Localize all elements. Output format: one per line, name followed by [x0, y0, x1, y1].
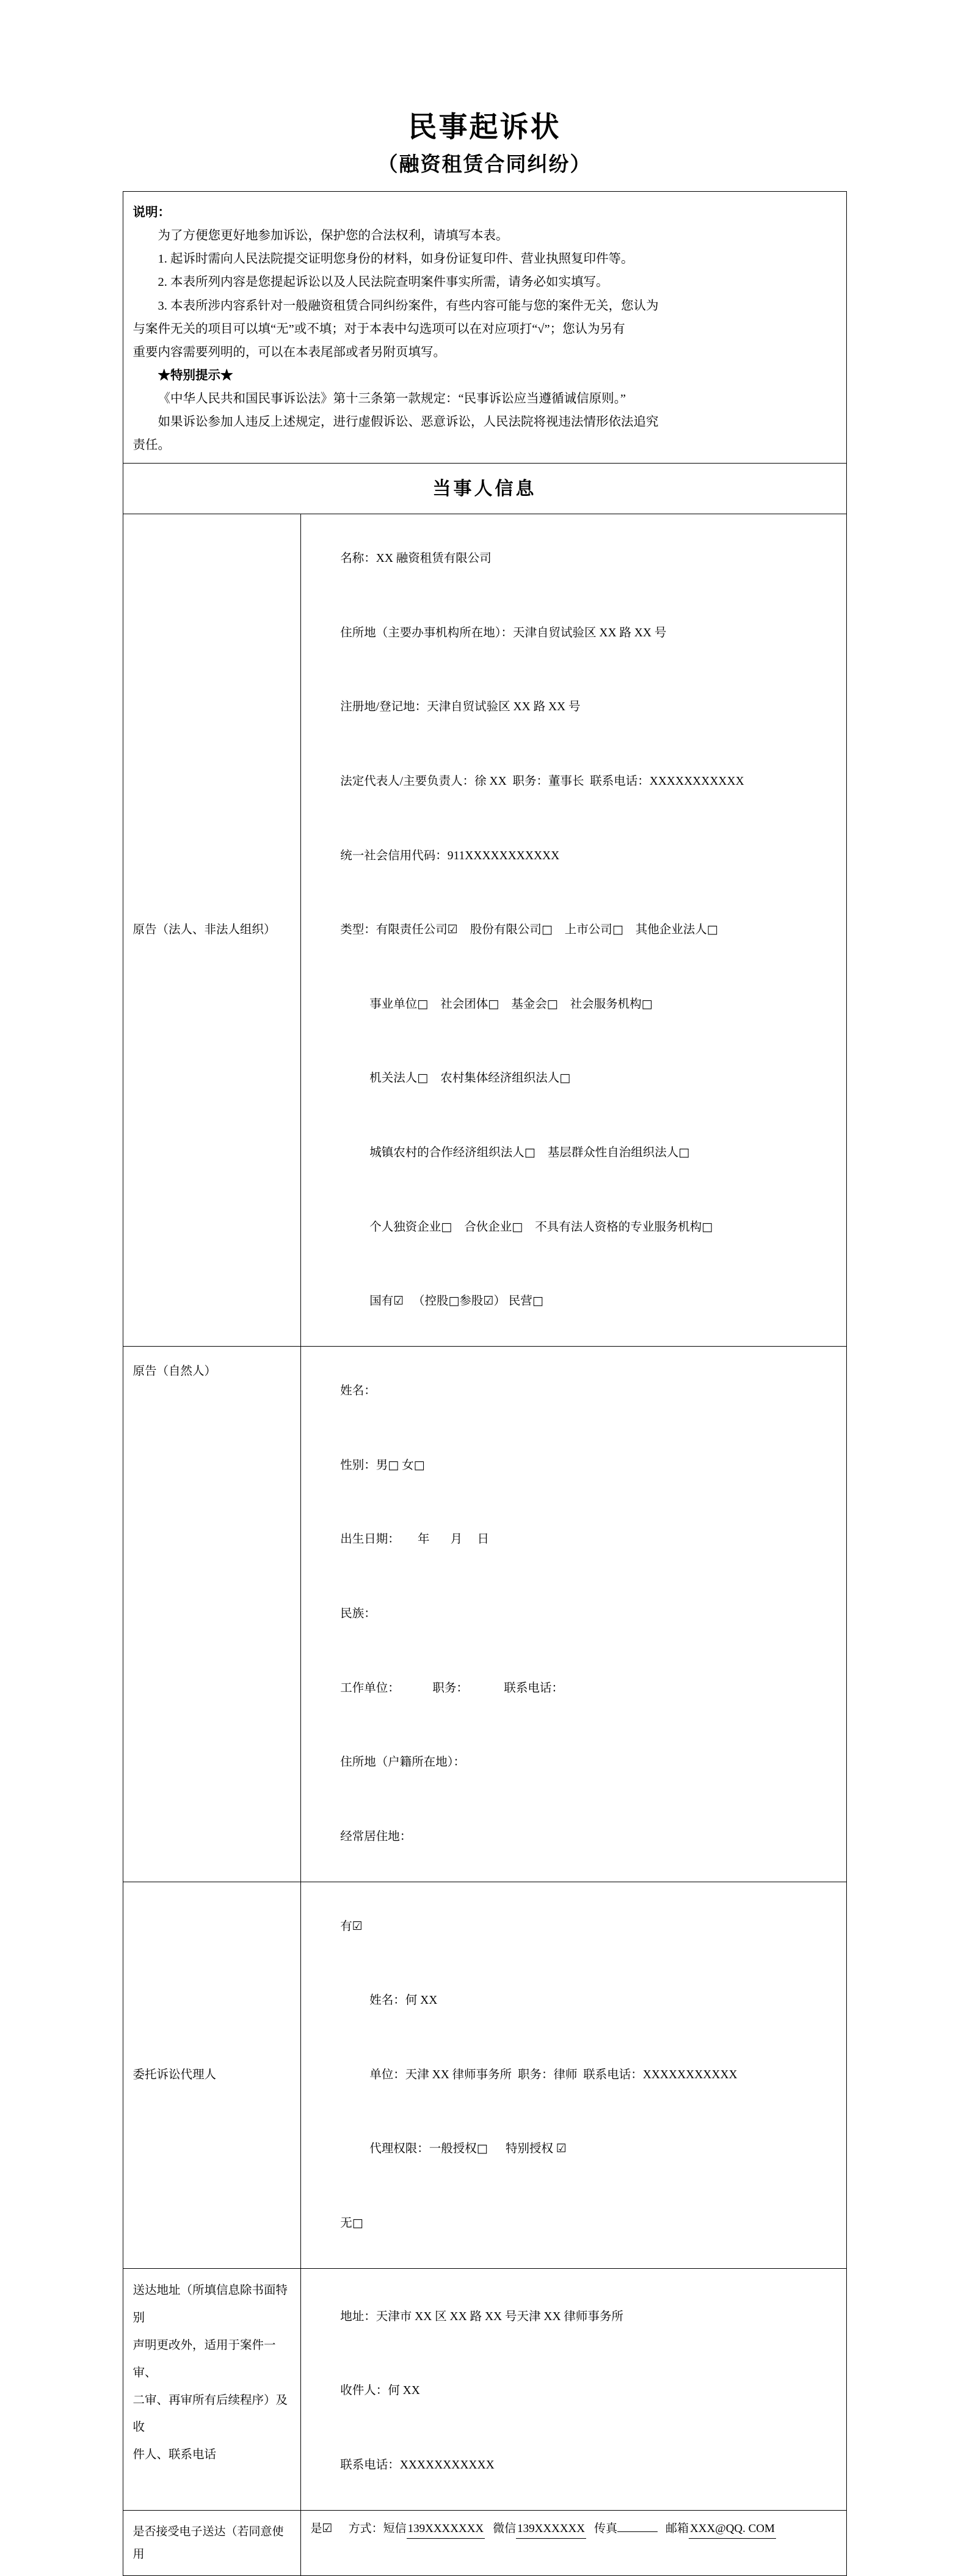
entity-name-label: 名称： — [340, 551, 376, 565]
ownership-paren-open: （ — [412, 1295, 425, 1308]
entity-type-row-4 — [311, 1116, 840, 1191]
checkbox-option-label: 个人独资企业 — [369, 1220, 441, 1234]
checkbox-option-box[interactable]: □ — [702, 1220, 713, 1234]
plaintiff-entity-row — [123, 514, 846, 1346]
document-title: 民事起诉状 — [408, 112, 561, 144]
electronic-service-email-label: 邮箱 — [666, 2522, 689, 2536]
electronic-service-email-value[interactable]: XXX@QQ. COM — [689, 2520, 776, 2539]
agent-unit-line — [311, 2038, 840, 2112]
checkbox-option-label: 合伙企业 — [464, 1220, 512, 1234]
entity-type-row-5 — [311, 1190, 840, 1265]
checkbox-option-label: 其他企业法人 — [635, 923, 707, 937]
electronic-service-fax-value[interactable] — [617, 2531, 658, 2532]
service-address-address-value: 天津市 XX 区 XX 路 XX 号天津 XX 律师事务所 — [376, 2310, 623, 2323]
service-address-phone-value: XXXXXXXXXXX — [399, 2458, 495, 2472]
ownership-holding-label: 控股 — [424, 1295, 449, 1308]
agent-has-label: 有 — [340, 1919, 352, 1933]
entity-position-value: 董事长 — [548, 774, 584, 788]
agent-row — [123, 1882, 846, 2268]
entity-ownership-row — [311, 1265, 840, 1339]
agent-body — [301, 1882, 846, 2268]
checkbox-option-box[interactable]: □ — [417, 1071, 429, 1085]
person-name-label: 姓名： — [340, 1384, 376, 1398]
special-tip: ★特别提示★ — [158, 368, 233, 382]
checkbox-option[interactable] — [565, 923, 623, 936]
entity-domicile-line — [311, 596, 840, 671]
ownership-share-checkbox[interactable]: ☑ — [483, 1294, 494, 1308]
instructions-item-1: 1. 起诉时需向人民法院提交证明您身份的材料，如身份证复印件、营业执照复印件等。 — [158, 252, 634, 266]
checkbox-option[interactable] — [548, 1146, 689, 1159]
checkbox-option-box[interactable]: □ — [559, 1071, 571, 1085]
entity-type-options-2[interactable] — [369, 998, 652, 1011]
person-domicile-line — [311, 1726, 840, 1800]
checkbox-option[interactable] — [369, 998, 428, 1011]
agent-authority-label: 代理权限： — [369, 2142, 429, 2156]
electronic-service-row — [123, 2510, 846, 2575]
service-address-recipient-value: 何 XX — [388, 2384, 420, 2398]
checkbox-option[interactable] — [636, 923, 718, 936]
entity-name-line — [311, 522, 840, 596]
service-address-address-label: 地址： — [340, 2310, 376, 2323]
service-address-label — [123, 2269, 301, 2510]
instructions-item-3-line-1: 3. 本表所涉内容系针对一般融资租赁合同纠纷案件，有些内容可能与您的案件无关，您认为 — [158, 299, 659, 313]
entity-type-row-2 — [311, 967, 840, 1042]
party-section-heading-row — [123, 463, 846, 514]
checkbox-option-box[interactable]: ☑ — [447, 923, 458, 937]
entity-registration-label: 注册地/登记地： — [340, 700, 427, 714]
agent-authority-line — [311, 2112, 840, 2187]
electronic-service-label: 是否接受电子送达（若同意使用 — [123, 2511, 301, 2575]
checkbox-option-box[interactable]: □ — [441, 1220, 452, 1234]
ownership-private-checkbox[interactable]: □ — [532, 1294, 543, 1308]
person-domicile-label: 住所地（户籍所在地）： — [340, 1756, 466, 1769]
checkbox-option-box[interactable]: □ — [524, 1146, 535, 1160]
plaintiff-person-body — [301, 1347, 846, 1881]
person-gender-female-checkbox[interactable]: □ — [413, 1458, 425, 1472]
service-address-label-line-1: 送达地址（所填信息除书面特别 — [132, 2284, 288, 2324]
checkbox-option-box[interactable]: □ — [612, 923, 623, 937]
checkbox-option-label: 事业单位 — [369, 997, 418, 1011]
warning-line-2: 责任。 — [132, 438, 170, 453]
electronic-service-fax-label: 传真 — [594, 2522, 618, 2536]
checkbox-option-label: 城镇农村的合作经济组织法人 — [369, 1146, 524, 1160]
agent-has-checkbox[interactable]: ☑ — [352, 1919, 363, 1933]
instructions-item-3-line-2: 与案件无关的项目可以填“无”或不填；对于本表中勾选项可以在对应项打“√”；您认为另有 — [132, 322, 625, 336]
document-subtitle: （融资租赁合同纠纷） — [377, 154, 592, 176]
agent-none-checkbox[interactable]: □ — [352, 2216, 363, 2230]
checkbox-option-label: 基层群众性自治组织法人 — [547, 1146, 679, 1160]
service-address-recipient-line — [311, 2354, 840, 2429]
service-address-row — [123, 2268, 846, 2510]
agent-none-line — [311, 2187, 840, 2261]
service-address-phone-line — [311, 2428, 840, 2503]
checkbox-option-box[interactable]: □ — [546, 997, 558, 1011]
checkbox-option[interactable] — [464, 1221, 523, 1234]
agent-general-auth-label: 一般授权 — [429, 2142, 477, 2156]
party-section-heading: 当事人信息 — [432, 479, 537, 500]
service-address-body — [301, 2269, 846, 2510]
agent-name-line — [311, 1964, 840, 2039]
service-address-recipient-label: 收件人： — [340, 2384, 388, 2398]
ownership-paren-close: ） — [493, 1295, 506, 1308]
checkbox-option-box[interactable]: □ — [541, 923, 553, 937]
entity-registration-value: 天津自贸试验区 XX 路 XX 号 — [427, 700, 581, 714]
service-address-address-line — [311, 2280, 840, 2354]
instructions-item-3-line-3: 重要内容需要列明的，可以在本表尾部或者另附页填写。 — [132, 345, 446, 359]
checkbox-option-label: 机关法人 — [369, 1072, 418, 1085]
person-residence-label: 经常居住地： — [340, 1830, 412, 1843]
agent-phone-label: 联系电话： — [583, 2068, 643, 2081]
checkbox-option[interactable] — [470, 923, 553, 936]
person-work-unit-label: 工作单位： — [340, 1681, 400, 1695]
agent-unit-label: 单位： — [369, 2068, 405, 2081]
entity-legal-rep-value: 徐 XX — [474, 774, 507, 788]
electronic-service-sms-value[interactable]: 139XXXXXXX — [407, 2520, 485, 2539]
checkbox-option[interactable] — [511, 998, 557, 1011]
person-gender-female-label: 女 — [402, 1458, 414, 1472]
instructions-item-2: 2. 本表所列内容是您提起诉讼以及人民法院查明案件事实所需，请务必如实填写。 — [158, 275, 609, 289]
entity-phone-label: 联系电话： — [590, 774, 650, 788]
entity-position-label: 职务： — [512, 774, 548, 788]
checkbox-option-box[interactable]: □ — [512, 1220, 523, 1234]
checkbox-option[interactable] — [440, 1072, 570, 1085]
plaintiff-entity-label: 原告（法人、非法人组织） — [123, 514, 301, 1346]
agent-position-label: 职务： — [517, 2068, 554, 2081]
service-address-label-line-4: 件人、联系电话 — [132, 2448, 217, 2462]
entity-type-options-1[interactable] — [376, 923, 718, 936]
entity-name-value: XX 融资租赁有限公司 — [376, 551, 492, 565]
person-birth-line — [311, 1503, 840, 1577]
entity-legal-rep-line — [311, 744, 840, 819]
person-gender-male-checkbox[interactable]: □ — [388, 1458, 399, 1472]
agent-name-value: 何 XX — [405, 1994, 438, 2007]
checkbox-option[interactable] — [369, 1221, 452, 1234]
ownership-share-label: 参股 — [459, 1295, 484, 1308]
checkbox-option[interactable] — [369, 1072, 428, 1085]
person-birth-label: 出生日期： — [340, 1533, 400, 1546]
electronic-service-method-label: 方式： — [348, 2522, 383, 2536]
checkbox-option[interactable] — [376, 923, 458, 936]
entity-phone-value: XXXXXXXXXXX — [649, 774, 744, 788]
checkbox-option[interactable] — [570, 998, 653, 1011]
entity-legal-rep-label: 法定代表人/主要负责人： — [340, 774, 475, 788]
entity-credit-code-label: 统一社会信用代码： — [340, 849, 448, 862]
person-residence-line — [311, 1800, 840, 1874]
service-address-label-line-2: 声明更改外，适用于案件一审、 — [132, 2338, 276, 2379]
entity-type-label: 类型： — [340, 923, 376, 937]
plaintiff-person-label: 原告（自然人） — [123, 1347, 301, 1881]
civil-complaint-form — [123, 191, 847, 2576]
warning-line-1: 如果诉讼参加人违反上述规定，进行虚假诉讼、恶意诉讼，人民法院将视违法情形依法追究 — [158, 415, 659, 429]
entity-domicile-label: 住所地（主要办事机构所在地）： — [340, 626, 514, 639]
person-gender-line — [311, 1428, 840, 1503]
checkbox-option-label: 社会服务机构 — [570, 997, 642, 1011]
checkbox-option-label: 不具有法人资格的专业服务机构 — [535, 1220, 702, 1234]
checkbox-option-label: 农村集体经济组织法人 — [440, 1072, 560, 1085]
agent-has-line — [311, 1890, 840, 1964]
checkbox-option-box[interactable]: □ — [706, 923, 718, 937]
electronic-service-body — [301, 2511, 781, 2575]
ownership-state-owned-checkbox[interactable]: ☑ — [393, 1294, 404, 1308]
checkbox-option-box[interactable]: □ — [417, 997, 429, 1011]
entity-credit-code-value: 911XXXXXXXXXXX — [447, 849, 560, 862]
checkbox-option[interactable] — [440, 998, 499, 1011]
entity-credit-code-line — [311, 819, 840, 893]
person-birth-month: 月 — [450, 1533, 463, 1546]
entity-type-options-5[interactable] — [369, 1221, 713, 1234]
entity-type-options-4[interactable] — [369, 1146, 689, 1159]
checkbox-option-label: 股份有限公司 — [470, 923, 542, 937]
person-gender-male-label: 男 — [376, 1458, 388, 1472]
checkbox-option-box[interactable]: □ — [678, 1146, 690, 1160]
agent-none-label: 无 — [340, 2217, 352, 2230]
electronic-service-sms-label: 短信 — [383, 2522, 407, 2536]
agent-phone-value: XXXXXXXXXXX — [642, 2068, 738, 2081]
service-address-label-line-3: 二审、再审所有后续程序）及收 — [132, 2393, 288, 2434]
person-birth-day: 日 — [477, 1533, 490, 1546]
electronic-service-yes-label: 是 — [310, 2522, 322, 2536]
checkbox-option-label: 基金会 — [511, 997, 547, 1011]
checkbox-option-box[interactable]: □ — [488, 997, 499, 1011]
person-gender-label: 性别： — [340, 1458, 376, 1472]
agent-label: 委托诉讼代理人 — [123, 1882, 301, 2268]
entity-domicile-value: 天津自贸试验区 XX 路 XX 号 — [513, 626, 667, 639]
instructions-intro: 为了方便您更好地参加诉讼，保护您的合法权利，请填写本表。 — [158, 229, 509, 243]
instructions-block — [123, 192, 669, 463]
checkbox-option[interactable] — [369, 1146, 535, 1159]
person-name-line — [311, 1354, 840, 1428]
agent-special-auth-checkbox[interactable]: ☑ — [556, 2142, 567, 2156]
agent-general-auth-checkbox[interactable]: □ — [476, 2142, 488, 2156]
person-position-label: 职务： — [432, 1681, 468, 1695]
instructions-row — [123, 192, 846, 463]
electronic-service-wechat-label: 微信 — [493, 2522, 517, 2536]
agent-unit-value: 天津 XX 律师事务所 — [405, 2068, 512, 2081]
checkbox-option-label: 上市公司 — [564, 923, 612, 937]
law-quote: 《中华人民共和国民事诉讼法》第十三条第一款规定：“民事诉讼应当遵循诚信原则。” — [158, 392, 626, 406]
electronic-service-wechat-value[interactable]: 139XXXXXX — [516, 2520, 586, 2539]
person-birth-year: 年 — [418, 1533, 430, 1546]
person-phone-label: 联系电话： — [504, 1681, 564, 1695]
service-address-phone-label: 联系电话： — [340, 2458, 400, 2472]
ownership-private-label: 民营 — [508, 1295, 532, 1308]
agent-name-label: 姓名： — [369, 1994, 405, 2007]
agent-position-value: 律师 — [553, 2068, 578, 2081]
checkbox-option-label: 社会团体 — [440, 997, 488, 1011]
person-work-line — [311, 1651, 840, 1726]
checkbox-option-box[interactable]: □ — [641, 997, 653, 1011]
entity-type-options-3[interactable] — [369, 1072, 570, 1085]
plaintiff-entity-body — [301, 514, 846, 1346]
ownership-holding-checkbox[interactable]: □ — [448, 1294, 460, 1308]
entity-type-row-3 — [311, 1042, 840, 1116]
ownership-state-owned-label: 国有 — [369, 1295, 394, 1308]
instructions-heading: 说明： — [132, 206, 170, 220]
entity-registration-line — [311, 671, 840, 745]
agent-special-auth-label: 特别授权 — [505, 2142, 553, 2156]
electronic-service-yes-checkbox[interactable]: ☑ — [322, 2522, 333, 2536]
plaintiff-person-row — [123, 1346, 846, 1881]
checkbox-option-label: 有限责任公司 — [376, 923, 448, 937]
entity-type-row-1 — [311, 893, 840, 968]
person-ethnicity-label: 民族： — [340, 1607, 376, 1620]
person-ethnicity-line — [311, 1577, 840, 1651]
checkbox-option[interactable] — [535, 1221, 713, 1234]
